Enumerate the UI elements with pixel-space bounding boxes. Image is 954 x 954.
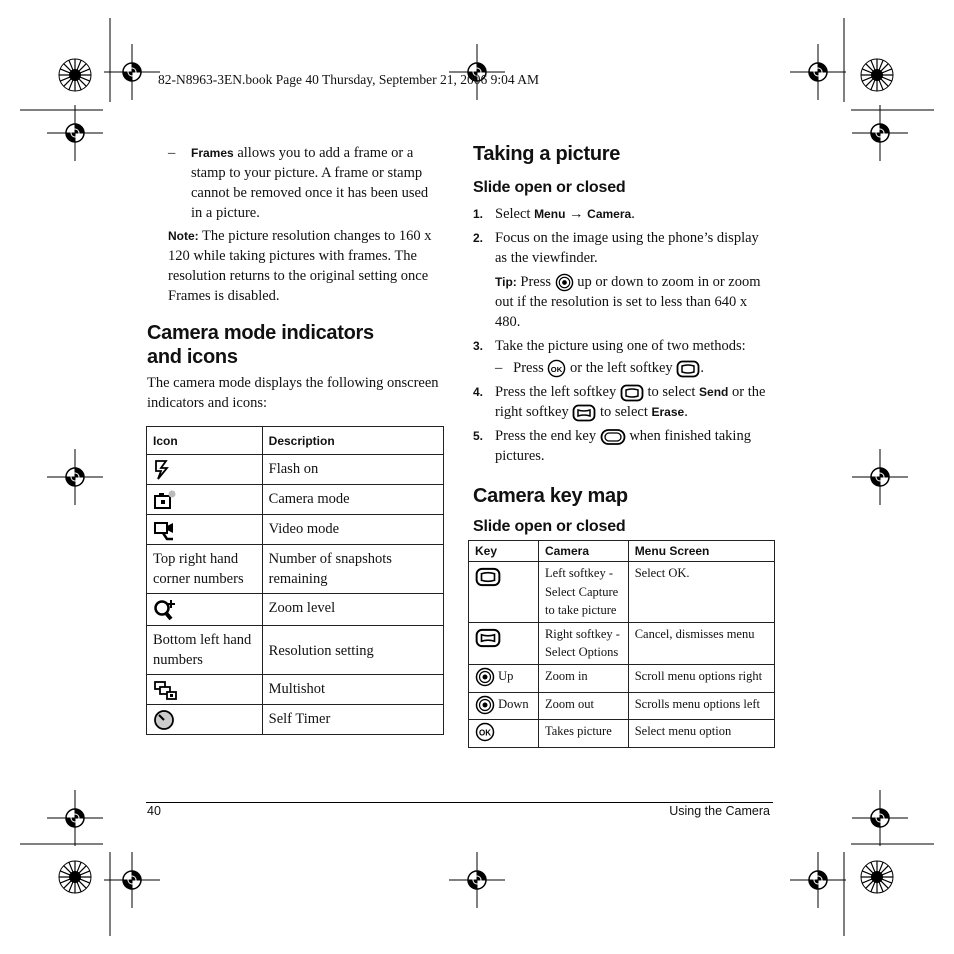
col-header-menu-screen: Menu Screen bbox=[628, 541, 774, 562]
step-5 bbox=[473, 426, 773, 466]
menu-term: Menu bbox=[534, 207, 566, 221]
zoom-icon bbox=[153, 598, 179, 622]
tip bbox=[473, 272, 773, 332]
step-number: 4. bbox=[473, 385, 484, 400]
key-cell bbox=[469, 692, 539, 719]
arrow: → bbox=[565, 206, 588, 222]
table-row bbox=[147, 455, 444, 485]
step-text: Select bbox=[495, 206, 535, 222]
note bbox=[168, 226, 443, 306]
camera-mode-icon bbox=[153, 489, 177, 511]
video-mode-icon bbox=[153, 519, 177, 541]
table-row bbox=[469, 664, 775, 692]
icon-cell bbox=[147, 485, 263, 515]
flash-icon bbox=[153, 459, 171, 481]
section-title: Using the Camera bbox=[669, 804, 770, 818]
step-2 bbox=[473, 228, 773, 268]
section-heading-taking-picture: Taking a picture bbox=[473, 143, 621, 165]
camera-cell: Right softkey - Select Options bbox=[538, 622, 628, 664]
nav-key-icon bbox=[475, 695, 495, 715]
section-heading-indicators bbox=[147, 321, 374, 369]
table-row bbox=[147, 485, 444, 515]
icon-cell bbox=[147, 594, 263, 626]
svg-text:OK: OK bbox=[479, 728, 491, 738]
section-heading-key-map: Camera key map bbox=[473, 485, 628, 507]
key-label: Down bbox=[498, 696, 529, 711]
col-header-icon: Icon bbox=[147, 427, 263, 455]
right-softkey-icon bbox=[475, 628, 501, 648]
step-text: . bbox=[631, 206, 635, 222]
camera-cell: Zoom in bbox=[538, 664, 628, 692]
tip-text: Press bbox=[516, 274, 555, 290]
step-text: or the right softkey bbox=[495, 384, 766, 421]
table-row bbox=[147, 626, 444, 675]
description-cell: Zoom level bbox=[262, 594, 443, 626]
frames-item bbox=[168, 143, 443, 223]
footer-rule bbox=[146, 802, 773, 803]
subheading-slide: Slide open or closed bbox=[473, 179, 626, 196]
step-1 bbox=[473, 204, 773, 224]
nav-key-icon bbox=[475, 667, 495, 687]
send-term: Send bbox=[699, 385, 729, 400]
table-row bbox=[147, 705, 444, 735]
table-header-row bbox=[147, 427, 444, 455]
step-3 bbox=[473, 336, 773, 356]
frames-dash: – bbox=[168, 145, 176, 161]
nav-key-icon bbox=[555, 273, 574, 292]
step-text: . bbox=[684, 404, 688, 421]
key-cell bbox=[469, 719, 539, 747]
end-key-icon bbox=[600, 428, 626, 446]
subheading-key-map: Slide open or closed bbox=[473, 518, 626, 535]
step-number: 3. bbox=[473, 339, 484, 354]
menu-cell: Scroll menu options right bbox=[628, 664, 774, 692]
description-cell: Self Timer bbox=[262, 705, 443, 735]
description-cell: Multishot bbox=[262, 675, 443, 705]
indicators-intro: The camera mode displays the following onscreen indicators and icons: bbox=[147, 375, 439, 411]
note-label: Note: bbox=[168, 229, 199, 243]
description-cell: Flash on bbox=[262, 455, 443, 485]
step-number: 1. bbox=[473, 207, 484, 221]
key-cell bbox=[469, 562, 539, 623]
key-cell bbox=[469, 664, 539, 692]
step-text: Press the end key bbox=[495, 428, 600, 445]
key-label: Up bbox=[498, 668, 514, 683]
multishot-icon bbox=[153, 679, 179, 701]
heading-line-2: and icons bbox=[147, 346, 238, 368]
step-3-method bbox=[473, 358, 773, 378]
step-text: Press bbox=[513, 360, 548, 377]
tip-text: up or down to zoom in or zoom out if the resolution is set to less than 640 x 480. bbox=[495, 274, 761, 331]
tip-label: Tip: bbox=[495, 275, 517, 289]
erase-term: Erase bbox=[651, 405, 685, 420]
icon-cell bbox=[147, 705, 263, 735]
step-text: Take the picture using one of two methods: bbox=[495, 338, 746, 355]
col-header-camera: Camera bbox=[538, 541, 628, 562]
self-timer-icon bbox=[153, 709, 177, 731]
frames-text: allows you to add a frame or a stamp to your picture. A frame or stamp cannot be removed once it has been used in a picture. bbox=[191, 145, 429, 221]
table-row bbox=[147, 515, 444, 545]
description-cell: Number of snapshots remaining bbox=[262, 545, 443, 594]
icon-cell bbox=[147, 515, 263, 545]
icon-cell bbox=[147, 675, 263, 705]
table-row bbox=[469, 719, 775, 747]
step-text: . bbox=[700, 360, 704, 377]
right-softkey-icon bbox=[572, 404, 596, 422]
step-number: 5. bbox=[473, 429, 484, 444]
camera-term: Camera bbox=[587, 207, 632, 221]
step-text: Press the left softkey bbox=[495, 384, 620, 401]
table-row bbox=[147, 594, 444, 626]
description-cell: Video mode bbox=[262, 515, 443, 545]
frames-term: Frames bbox=[191, 146, 234, 160]
step-text: when finished taking pictures. bbox=[495, 428, 751, 465]
dash: – bbox=[495, 360, 503, 377]
steps-list bbox=[473, 204, 773, 466]
table-row bbox=[469, 622, 775, 664]
ok-key-icon bbox=[475, 722, 495, 742]
key-map-table bbox=[468, 540, 775, 748]
ok-key-icon bbox=[547, 359, 566, 378]
heading-line-1: Camera mode indicators bbox=[147, 322, 374, 344]
table-row bbox=[147, 545, 444, 594]
step-text: to select bbox=[596, 404, 652, 421]
menu-cell: Scrolls menu options left bbox=[628, 692, 774, 719]
description-cell: Camera mode bbox=[262, 485, 443, 515]
table-row bbox=[469, 562, 775, 623]
indicators-table bbox=[146, 426, 444, 735]
camera-cell: Left softkey - Select Capture to take picture bbox=[538, 562, 628, 623]
menu-cell: Cancel, dismisses menu bbox=[628, 622, 774, 664]
camera-cell: Takes picture bbox=[538, 719, 628, 747]
table-row bbox=[147, 675, 444, 705]
note-text: The picture resolution changes to 160 x 120 while taking pictures with frames. The resolution returns to the original setting once Frames is disabled. bbox=[168, 228, 432, 304]
description-cell: Resolution setting bbox=[262, 626, 443, 675]
table-header-row bbox=[469, 541, 775, 562]
menu-cell: Select OK. bbox=[628, 562, 774, 623]
page-number: 40 bbox=[147, 804, 161, 818]
icon-cell bbox=[147, 455, 263, 485]
camera-cell: Zoom out bbox=[538, 692, 628, 719]
left-softkey-icon bbox=[620, 384, 644, 402]
step-number: 2. bbox=[473, 231, 484, 245]
left-softkey-icon bbox=[676, 360, 700, 378]
step-text: to select bbox=[643, 384, 700, 401]
col-header-key: Key bbox=[469, 541, 539, 562]
key-cell bbox=[469, 622, 539, 664]
step-4 bbox=[473, 382, 773, 422]
col-header-description: Description bbox=[262, 427, 443, 455]
label-cell: Top right hand corner numbers bbox=[147, 545, 263, 594]
label-cell: Bottom left hand numbers bbox=[147, 626, 263, 675]
book-header: 82-N8963-3EN.book Page 40 Thursday, September 21, 2006 9:04 AM bbox=[158, 72, 539, 87]
table-row bbox=[469, 692, 775, 719]
step-text: Focus on the image using the phone’s display as the viewfinder. bbox=[495, 230, 759, 266]
menu-cell: Select menu option bbox=[628, 719, 774, 747]
step-text: or the left softkey bbox=[566, 360, 677, 377]
left-softkey-icon bbox=[475, 567, 501, 587]
svg-text:OK: OK bbox=[551, 365, 563, 375]
